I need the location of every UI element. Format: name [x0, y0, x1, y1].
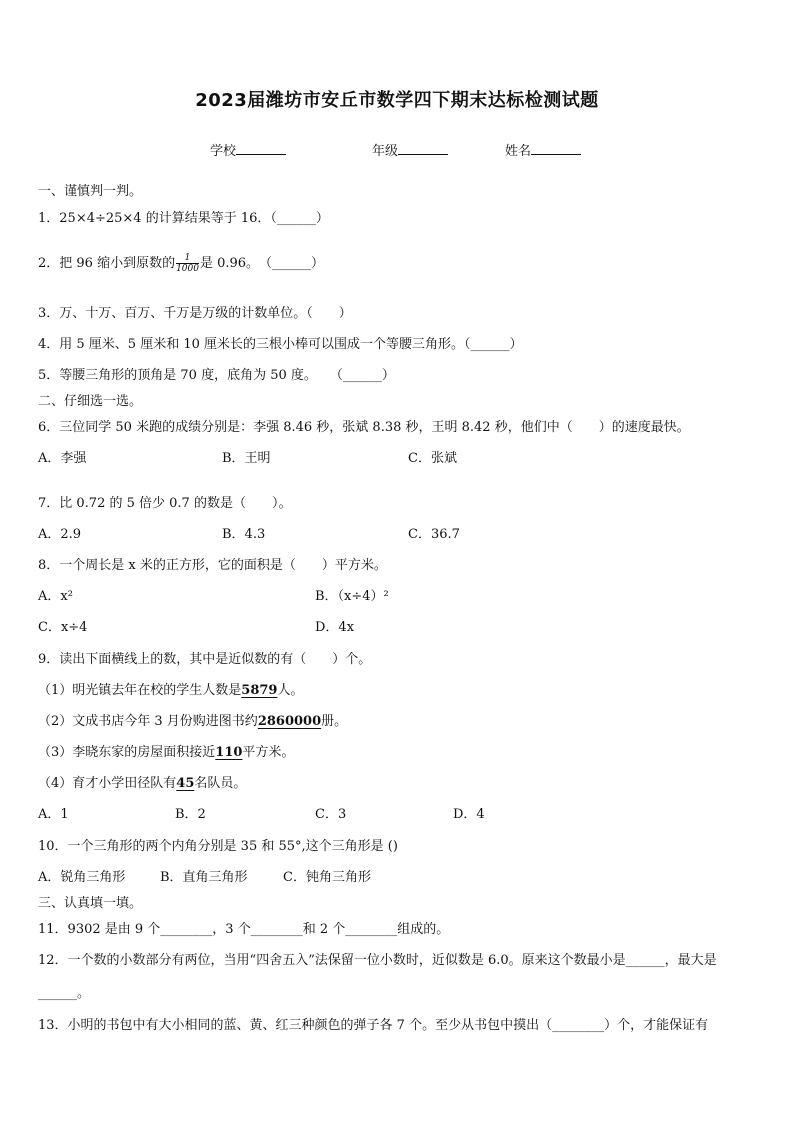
q9-s1-pre: （1）明光镇去年在校的学生人数是	[38, 683, 242, 698]
section-2-heading: 二、仔细选一选。	[38, 394, 143, 409]
question-1: 1．25×4÷25×4 的计算结果等于 16．（______）	[38, 211, 329, 226]
q9-s1-post: 人。	[277, 683, 304, 698]
fraction-denominator: 1000	[176, 264, 199, 274]
q8-option-b[interactable]: B．（x÷4）²	[315, 589, 389, 604]
q8-option-a[interactable]: A．x²	[38, 589, 73, 604]
q9-s2-number: 2860000	[257, 714, 322, 729]
question-11: 11．9302 是由 9 个________，3 个________和 2 个________组成的。	[38, 922, 450, 937]
question-6: 6．三位同学 50 米跑的成绩分别是：李强 8.46 秒，张斌 8.38 秒，王明 8.42 秒，他们中（ ）的速度最快。	[38, 420, 690, 435]
question-12-continued: ______。	[38, 986, 91, 1001]
q9-s3-pre: （3）李晓东家的房屋面积接近	[38, 745, 216, 760]
school-field	[210, 140, 286, 159]
question-9: 9．读出下面横线上的数，其中是近似数的有（ ）个。	[38, 652, 372, 667]
q7-option-a[interactable]: A．2.9	[38, 527, 82, 542]
question-2-post: 是 0.96。 （______）	[199, 256, 325, 271]
q9-s2-pre: （2）文成书店今年 3 月份购进图书约	[38, 714, 258, 729]
q9-s4-pre: （4）育才小学田径队有	[38, 776, 177, 791]
q8-option-c[interactable]: C．x÷4	[38, 620, 88, 635]
q9-option-b[interactable]: B．2	[175, 807, 206, 822]
question-8: 8．一个周长是 x 米的正方形，它的面积是（ ）平方米。	[38, 558, 387, 573]
q9-statement-4	[38, 772, 246, 791]
name-field	[505, 140, 581, 159]
q10-option-a[interactable]: A．锐角三角形	[38, 870, 126, 885]
school-label: 学校	[210, 144, 237, 159]
q6-option-c[interactable]: C．张斌	[408, 451, 457, 466]
q9-s1-number: 5879	[241, 683, 278, 698]
q7-option-b[interactable]: B．4.3	[222, 527, 266, 542]
q6-option-a[interactable]: A．李强	[38, 451, 87, 466]
q7-option-c[interactable]: C．36.7	[408, 527, 460, 542]
q9-option-d[interactable]: D．4	[453, 807, 485, 822]
q9-statement-3	[38, 741, 294, 760]
q9-s4-post: 名队员。	[194, 776, 247, 791]
q9-s4-number: 45	[176, 776, 195, 791]
question-2	[38, 252, 324, 274]
fraction-numerator: 1	[176, 253, 199, 264]
question-10: 10．一个三角形的两个内角分别是 35 和 55°,这个三角形是 ()	[38, 839, 398, 854]
q9-s3-number: 110	[215, 745, 243, 760]
question-4: 4．用 5 厘米、5 厘米和 10 厘米长的三根小棒可以围成一个等腰三角形。（______）	[38, 337, 523, 352]
question-3: 3．万、十万、百万、千万是万级的计数单位。（ ）	[38, 306, 352, 321]
section-3-heading: 三、认真填一填。	[38, 896, 143, 911]
q9-option-c[interactable]: C．3	[315, 807, 347, 822]
question-5: 5．等腰三角形的顶角是 70 度，底角为 50 度。 （______）	[38, 368, 395, 383]
question-7: 7．比 0.72 的 5 倍少 0.7 的数是（ ）。	[38, 496, 292, 511]
q8-option-d[interactable]: D．4x	[315, 620, 355, 635]
q9-s2-post: 册。	[321, 714, 348, 729]
school-blank[interactable]	[236, 142, 286, 155]
question-13: 13．小明的书包中有大小相同的蓝、黄、红三种颜色的弹子各 7 个。至少从书包中摸出（________）个，才能保证有	[38, 1018, 709, 1033]
q9-statement-1	[38, 679, 303, 698]
q10-option-b[interactable]: B．直角三角形	[160, 870, 248, 885]
section-1-heading: 一、谨慎判一判。	[38, 184, 143, 199]
question-12: 12．一个数的小数部分有两位，当用“四舍五入”法保留一位小数时，近似数是 6.0。原来这个数最小是______，最大是	[38, 953, 717, 968]
grade-label: 年级	[372, 144, 399, 159]
question-2-pre: 2．把 96 缩小到原数的	[38, 256, 176, 271]
q9-option-a[interactable]: A．1	[38, 807, 69, 822]
grade-blank[interactable]	[398, 142, 448, 155]
name-blank[interactable]	[531, 142, 581, 155]
grade-field	[372, 140, 448, 159]
q9-s3-post: 平方米。	[242, 745, 295, 760]
q6-option-b[interactable]: B．王明	[222, 451, 271, 466]
q9-statement-2	[38, 710, 347, 729]
fraction	[176, 253, 199, 274]
q10-option-c[interactable]: C．钝角三角形	[283, 870, 371, 885]
name-label: 姓名	[505, 144, 532, 159]
page-title: 2023届潍坊市安丘市数学四下期末达标检测试题	[195, 90, 599, 111]
